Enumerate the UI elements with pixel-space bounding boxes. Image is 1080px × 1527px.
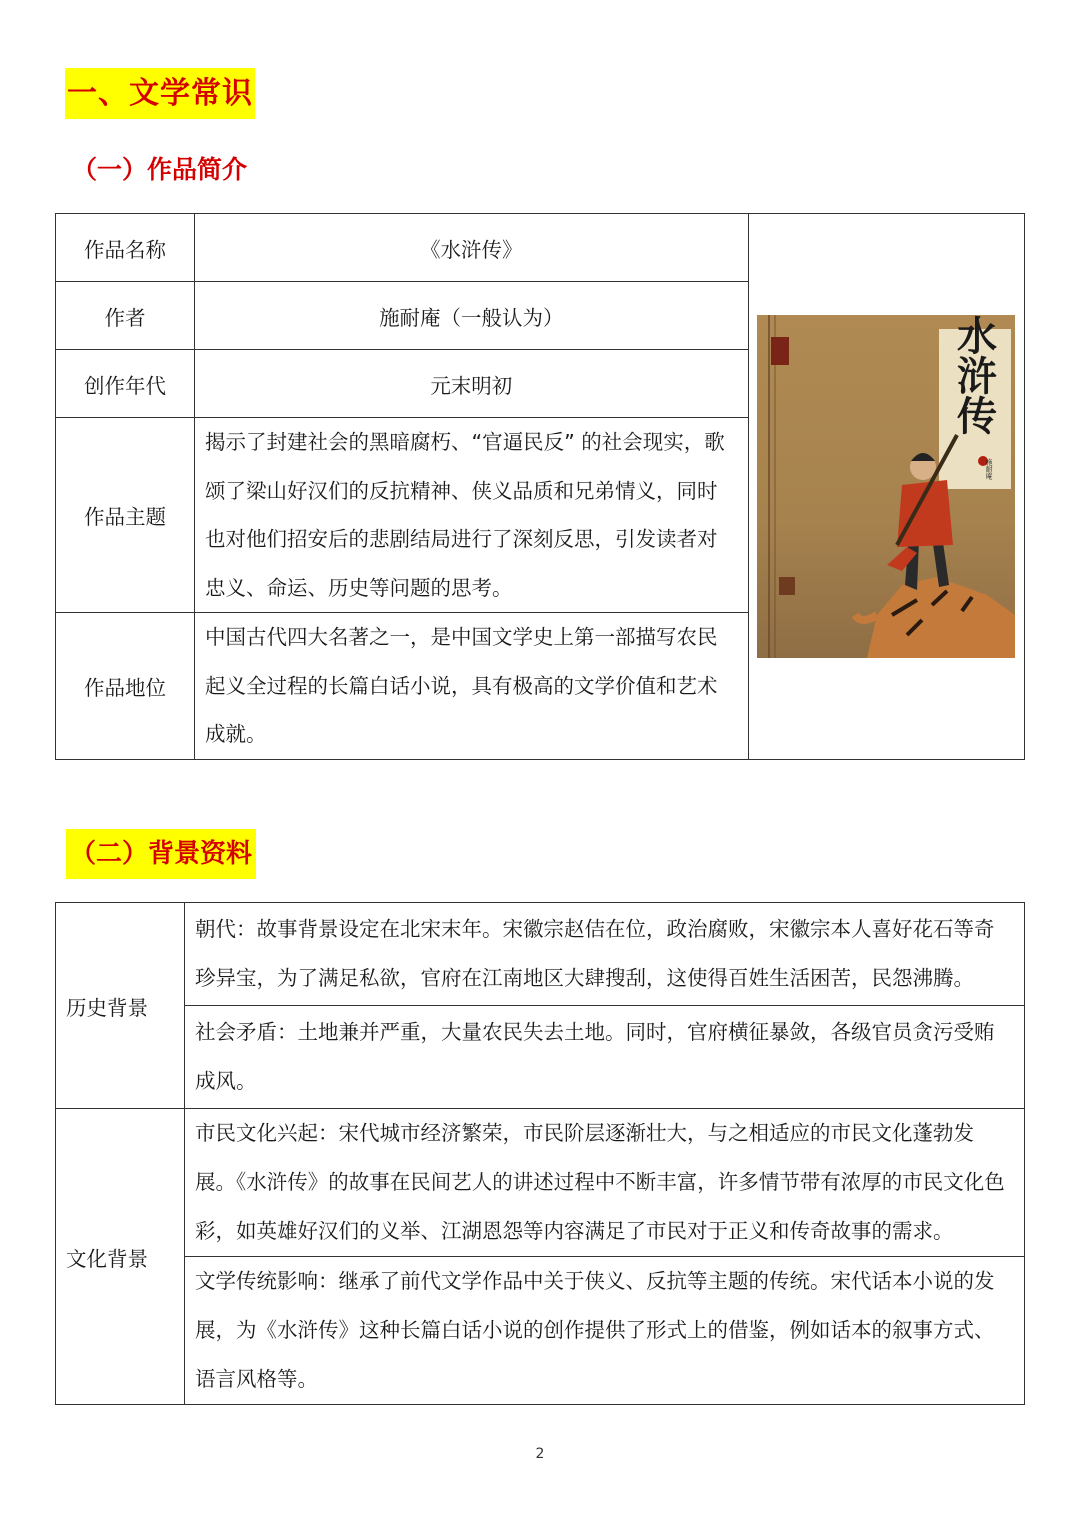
intro-heading: （一）作品简介 [72,155,248,184]
cover-cell [748,214,1024,760]
row-label: 作品主题 [56,418,195,613]
history-label: 历史背景 [56,903,185,1109]
section-heading: 一、文学常识 [65,68,255,119]
row-value: 元末明初 [195,350,749,418]
row-value: 中国古代四大名著之一，是中国文学史上第一部描写农民起义全过程的长篇白话小说，具有极高的文学价值和艺术成就。 [195,613,749,760]
page-number: 2 [535,1446,545,1462]
row-value: 施耐庵（一般认为） [195,282,749,350]
background-table [55,902,1025,1405]
work-intro-table [55,213,1025,760]
row-label: 作者 [56,282,195,350]
history-item: 朝代：故事背景设定在北宋末年。宋徽宗赵佶在位，政治腐败，宋徽宗本人喜好花石等奇珍异宝，为了满足私欲，官府在江南地区大肆搜刮，这使得百姓生活困苦，民怨沸腾。 [185,903,1025,1006]
culture-item: 市民文化兴起：宋代城市经济繁荣，市民阶层逐渐壮大，与之相适应的市民文化蓬勃发展。《水浒传》的故事在民间艺人的讲述过程中不断丰富，许多情节带有浓厚的市民文化色彩，如英雄好汉们的义举、江湖恩怨等内容满足了市民对于正义和传奇故事的需求。 [185,1109,1025,1257]
background-heading: （二）背景资料 [66,829,256,879]
row-value: 《水浒传》 [195,214,749,282]
row-label: 作品名称 [56,214,195,282]
history-item: 社会矛盾：土地兼并严重，大量农民失去土地。同时，官府横征暴敛，各级官员贪污受贿成风。 [185,1006,1025,1109]
row-label: 创作年代 [56,350,195,418]
cover-title-char: 水浒传 [950,314,998,435]
cover-author: 施耐庵 [985,458,994,480]
culture-label: 文化背景 [56,1109,185,1405]
book-cover-image [757,315,1015,658]
culture-item: 文学传统影响：继承了前代文学作品中关于侠义、反抗等主题的传统。宋代话本小说的发展，为《水浒传》这种长篇白话小说的创作提供了形式上的借鉴，例如话本的叙事方式、语言风格等。 [185,1257,1025,1405]
row-value: 揭示了封建社会的黑暗腐朽、“官逼民反” 的社会现实，歌颂了梁山好汉们的反抗精神、侠义品质和兄弟情义，同时也对他们招安后的悲剧结局进行了深刻反思，引发读者对忠义、命运、历史等问题的思考。 [195,418,749,613]
row-label: 作品地位 [56,613,195,760]
